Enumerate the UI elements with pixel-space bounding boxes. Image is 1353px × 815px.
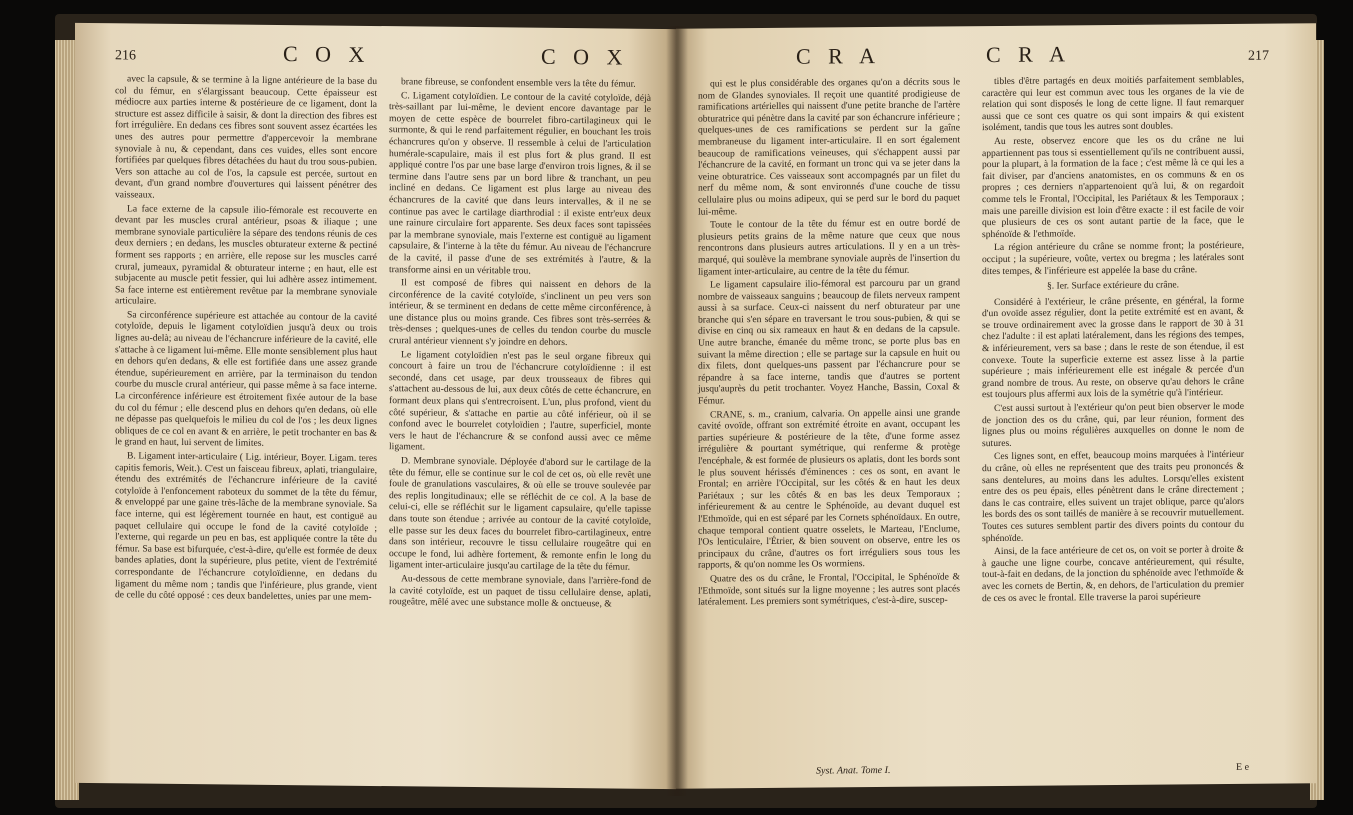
paragraph: CRANE, s. m., cranium, calvaria. On appelle ainsi une grande cavité ovoïde, offrant son extrémité étroite en avant, occupant les parties supérieure & postérieure de la tête, d'une forme assez irrégulière & pourtant symétrique, qui renferme & protège l'encéphale, & est formée de plusieurs os aplatis, dont les bords sont le plus souvent hérissés d'éminences : ces os sont, en avant le Frontal; en arrière l'Occipital, sur les côtés & en haut les deux Pariétaux ; sur les côtés & en bas les deux Temporaux ; inférieurement & au centre le Sphénoïde, au devant duquel est l'Ethmoïde, qui en est séparé par les Cornets sphénoïdaux. En outre, chaque temporal contient quatre osselets, le Marteau, l'Enclume, l'Os lenticulaire, l'Étrier, & bien souvent on observe, entre les os principaux du crâne, d'autres os fort irréguliers sous tous les rapports, & qu'on nomme les Os wormiens. xyxy=(698,406,960,571)
catchword: E e xyxy=(1236,761,1250,773)
right-column-1 xyxy=(698,76,960,610)
left-column-1 xyxy=(115,73,377,605)
right-running-head-2: C R A xyxy=(986,41,1072,68)
right-running-head-1: C R A xyxy=(796,43,882,69)
paragraph: La région antérieure du crâne se nomme front; la postérieure, occiput ; la supérieure, voûte, vertex ou bregma ; les latérales sont dites tempes, & l'inférieure est appelée la base du crâne. xyxy=(982,240,1244,277)
book-gutter xyxy=(666,26,688,796)
paragraph: D. Membrane synoviale. Déployée d'abord sur le cartilage de la tête du fémur, elle se continue sur le col de cet os, où elle revêt une foule de granulations vasculaires, & où elle se trouve soulevée par des replis longitudinaux; elle se réfléchit de ce col. A la base de celui-ci, elle se réfléchit sur le ligament capsulaire, qu'elle tapisse dans toute son étendue ; arrivée au contour de la cavité cotyloïde, elle passe sur les deux faces du bourrelet fibro-cartilagineux, entre dans son intérieur, recouvre le tissu cellulaire rougeâtre qui en occupe le fond, lui adhère fortement, & remonte enfin le long du ligament inter-articulaire jusqu'au cartilage de la tête du fémur. xyxy=(389,455,651,574)
paragraph: Au reste, observez encore que les os du crâne ne lui appartiennent pas tous si essentiellement qu'ils ne contribuent aussi, pour la plupart, à la formation de la face ; c'est même là ce qui les a fait diviser, par d'anciens anatomistes, en os communs & en os propres ; ces derniers n'appartenoient qu'à lui, & on regardoit comme tels le Frontal, l'Occipital, les Pariétaux & les Temporaux ; mais une pareille division est loin d'être exacte : il est facile de voir que plusieurs de ces os sont autant partie de la face, que le sphénoïde & l'ethmoïde. xyxy=(982,133,1244,240)
paragraph: C. Ligament cotyloïdien. Le contour de la cavité cotyloïde, déjà très-saillant par lui-même, le devient encore davantage par le moyen de cette espèce de bourrelet fibro-cartilagineux qui le surmonte, & qui le rend parfaitement régulier, en bouchant les trois échancrures qu'on y observe. Il ressemble à celui de l'articulation humérale-scapulaire, mais il est plus fort & plus grand. Il est appliqué contre l'os par une base large d'environ trois lignes, & il se termine dans l'autre sens par un bord libre & tranchant, un peu incliné en dedans. Ce ligament est plus large au niveau des échancrures de la cavité que dans leurs intervalles, & il ne se continue pas avec le cartilage diarthrodial : il existe entr'eux deux une rainure circulaire fort apparente. Ses deux faces sont tapissées par la membrane synoviale, mais l'externe est contiguë au ligament capsulaire, & l'interne à la tête du fémur. Au niveau de l'échancrure de la cavité, il passe d'une de ses extrémités à l'autre, & la transforme ainsi en un véritable trou. xyxy=(389,89,651,277)
paragraph: brane fibreuse, se confondent ensemble vers la tête du fémur. xyxy=(401,76,636,90)
paragraph: tibles d'être partagés en deux moitiés parfaitement semblables, caractère qui leur est commun avec tous les organes de la vie de relation qui sont disposés le long de cette ligne. Il faut remarquer aussi que ce sont ces quatre os qui sont impairs & qui existent isolément, tandis que tous les autres sont doubles. xyxy=(982,73,1244,134)
right-page-number: 217 xyxy=(1248,48,1269,64)
left-running-head-2: C O X xyxy=(541,43,629,70)
left-column-2 xyxy=(389,76,651,612)
paragraph: Le ligament capsulaire ilio-fémoral est parcouru par un grand nombre de vaisseaux sanguins ; beaucoup de filets nerveux rampent aussi à sa surface. Ceux-ci naissent du nerf obturateur par une branche qui s'en sépare en traversant le trou sous-pubien, & qui se divise en cinq ou six rameaux en haut & en dedans de la capsule. Une autre branche, émanée du même tronc, se porte plus bas en suivant la même direction ; elle se partage sur la capsule en huit ou dix filets, dont quelques-uns passent par l'échancrure pour se répandre à sa face interne, tandis que d'autres se portent jusqu'auprès du petit trochanter. Voyez Hanche, Bassin, Coxal & Fémur. xyxy=(698,277,960,407)
right-column-2 xyxy=(982,74,1244,606)
paragraph: Considéré à l'extérieur, le crâne présente, en général, la forme d'un ovoïde assez régulier, dont la petite extrémité est en avant, & se trouve ordinairement avec la grosse dans le rapport de 30 à 31 chez l'adulte : il est aplati latéralement, dans les régions des tempes, & inférieurement, vers sa base ; dans le reste de son étendue, il est convexe. Toute la superficie externe est assez lisse à la partie supérieure ; mais inférieurement elle est inégale & percée d'un grand nombre de trous. Au reste, on observe qu'au dehors le crâne est toujours plus affermi aux lois de la symétrie qu'à l'intérieur. xyxy=(982,294,1244,401)
section-heading: §. Ier. Surface extérieure du crâne. xyxy=(1046,279,1180,292)
left-running-head-1: C O X xyxy=(283,41,371,67)
paragraph: La face externe de la capsule ilio-fémorale est recouverte en devant par les muscles crural antérieur, psoas & iliaque ; une membrane synoviale particulière la sépare des tendons réunis de ces deux derniers ; en dedans, les muscles obturateur externe & pectiné forment ses rapports ; en arrière, elle repose sur les muscles carré crural, jumeaux, pyramidal & obturateur interne ; en haut, elle est subjacente au muscle petit fessier, qui lui adhère assez intimement. Sa face interne est entièrement revêtue par la membrane synoviale articulaire. xyxy=(115,202,377,307)
left-page-number: 216 xyxy=(115,48,136,64)
paragraph: qui est le plus considérable des organes qu'on a décrits sous le nom de Glandes synoviales. Il reçoit une quantité prodigieuse de ramifications artérielles qui naissent d'une petite branche de l'artère obturatrice qui pénètre dans la cavité par son échancrure inférieure ; quelques-unes de ces ramifications se perdent sur la gaîne membraneuse du ligament inter-articulaire. Il en sort également beaucoup de ramifications veineuses, qui s'échappent aussi par l'échancrure de la cavité, en formant un tronc qui va se jeter dans la veine obturatrice. Ces vaisseaux sont accompagnés par un filet du nerf du même nom, & sont environnés d'une couche de tissu cellulaire plus ou moins adipeux, qui se perd sur le bord du paquet lui-même. xyxy=(698,76,960,218)
right-page xyxy=(676,23,1316,789)
paragraph: Quatre des os du crâne, le Frontal, l'Occipital, le Sphénoïde & l'Ethmoïde, sont situés sur la ligne moyenne ; les autres sont placés latéralement. Les premiers sont symétriques, c'est-à-dire, suscep- xyxy=(698,571,960,608)
paragraph: Il est composé de fibres qui naissent en dehors de la circonférence de la cavité cotyloïde, s'inclinent un peu vers son intérieur, & se terminent en dedans de cette même circonférence, à une distance plus ou moins grande. Ces fibres sont très-serrées & très-denses ; quelques-unes de celles du tendon courbe du muscle crural antérieur viennent s'y joindre en dehors. xyxy=(389,277,651,349)
paragraph: C'est aussi surtout à l'extérieur qu'on peut bien observer le mode de jonction des os du crâne, qui, par leur réunion, forment des lignes plus ou moins régulières auxquelles on donne le nom de sutures. xyxy=(982,400,1244,449)
left-page xyxy=(75,23,676,789)
footer-signature: Syst. Anat. Tome I. xyxy=(816,764,891,777)
paragraph: avec la capsule, & se termine à la ligne antérieure de la base du col du fémur, en s'élargissant beaucoup. Cette épaisseur est médiocre aux parties interne & postérieure de ce ligament, dont la structure est assez difficile à saisir, & dont la direction des fibres est fort irrégulière. En dedans ces fibres sont souvent assez écartées les unes des autres pour permettre d'appercevoir la membrane synoviale à nu, & cependant, dans ces vuides, elles sont encore fortifiées par quelques fibres détachées du haut du trou sous-pubien. Vers son attache au col de l'os, la capsule est percée, surtout en devant, d'un grand nombre d'ouvertures qui laissent pénétrer des vaisseaux. xyxy=(115,73,377,201)
paragraph: Toute le contour de la tête du fémur est en outre bordé de plusieurs petits grains de la même nature que ceux que nous rencontrons dans plusieurs autres articulations. Il y en a un très-marqué, qui soulève la membrane synoviale auprès de l'insertion du ligament inter-articulaire, au centre de la tête du fémur. xyxy=(698,217,960,278)
paragraph: Ces lignes sont, en effet, beaucoup moins marquées à l'intérieur du crâne, où elles ne représentent que des traits peu prononcés & sans dentelures, au moins dans les adultes. Lorsqu'elles existent entre des os peu épais, elles pénètrent dans le crâne directement ; dans le cas contraire, elles suivent un trajet oblique, parce qu'alors les bords des os sont taillés de manière à se recouvrir mutuellement. Toutes ces sutures semblent partir des divers points du contour du sphénoïde. xyxy=(982,449,1244,544)
paragraph: B. Ligament inter-articulaire ( Lig. intérieur, Boyer. Ligam. teres capitis femoris, Weit.). C'est un faisceau fibreux, aplati, triangulaire, étendu des extrémités de l'échancrure inférieure de la cavité cotyloïde à l'enfoncement raboteux du sommet de la tête du fémur, & enveloppé par une gaine très-lâche de la membrane synoviale. Sa face interne, qui est légèrement tournée en haut, est contiguë au paquet cellulaire qui occupe le fond de la cavité cotyloïde ; l'externe, qui regarde un peu en bas, est appliquée contre la tête du fémur. Sa base est bifurquée, c'est-à-dire, qu'elle est formée de deux bandes aplaties, dont la supérieure, plus petite, vient de l'extrémité correspondante de l'échancrure cotyloïdienne, en dedans du ligament du même nom ; tandis que l'inférieure, plus grande, vient de celle du côté opposé : ces deux bandelettes, unies par une mem- xyxy=(115,450,377,604)
paragraph: Au-dessous de cette membrane synoviale, dans l'arrière-fond de la cavité cotyloïde, est un paquet de tissu cellulaire dense, aplati, rougeâtre, mêlé avec une substance molle & onctueuse, & xyxy=(389,573,651,610)
paragraph: Ainsi, de la face antérieure de cet os, on voit se porter à droite & à gauche une ligne courbe, concave antérieurement, qui résulte, tout-à-fait en dedans, de la jonction du sphénoïde avec l'ethmoïde & avec les cornets de Bertin, &, en dehors, de l'articulation du premier de ces os avec le frontal. Elle traverse la paroi supérieure xyxy=(982,543,1244,604)
paragraph: Le ligament cotyloïdien n'est pas le seul organe fibreux qui concourt à faire un trou de l'échancrure cotyloïdienne : il est secondé, dans cet usage, par deux trousseaux de fibres qui s'attachent au-dessous de lui, aux deux côtés de cette échancrure, en formant deux plans qui s'entrecroisent. L'un, plus profond, vient du côté supérieur, & s'attache en partie au côté inférieur, où il se confond avec le bourrelet cotyloïdien ; l'autre, superficiel, monte vers le haut de l'échancrure & se confond aussi avec ce même ligament. xyxy=(389,348,651,453)
paragraph: Sa circonférence supérieure est attachée au contour de la cavité cotyloïde, depuis le ligament cotyloïdien jusqu'à deux ou trois lignes au-delà; au niveau de l'échancrure inférieure de la cavité, elle s'attache à ce ligament lui-même. Elle monte sensiblement plus haut en dehors qu'en dedans, & elle est fortifiée dans une assez grande étendue, supérieurement en arrière, par la terminaison du tendon courbe du muscle crural antérieur, qui passe même à sa face interne. La circonférence inférieure est étroitement fixée autour de la base du col du fémur ; elle descend plus en dehors qu'en dedans, où elle ne dépasse pas quelquefois le milieu du col de l'os ; les deux lignes obliques de ce col en avant & en arrière, le petit trochanter en bas & le grand en haut, lui servent de limites. xyxy=(115,309,377,450)
